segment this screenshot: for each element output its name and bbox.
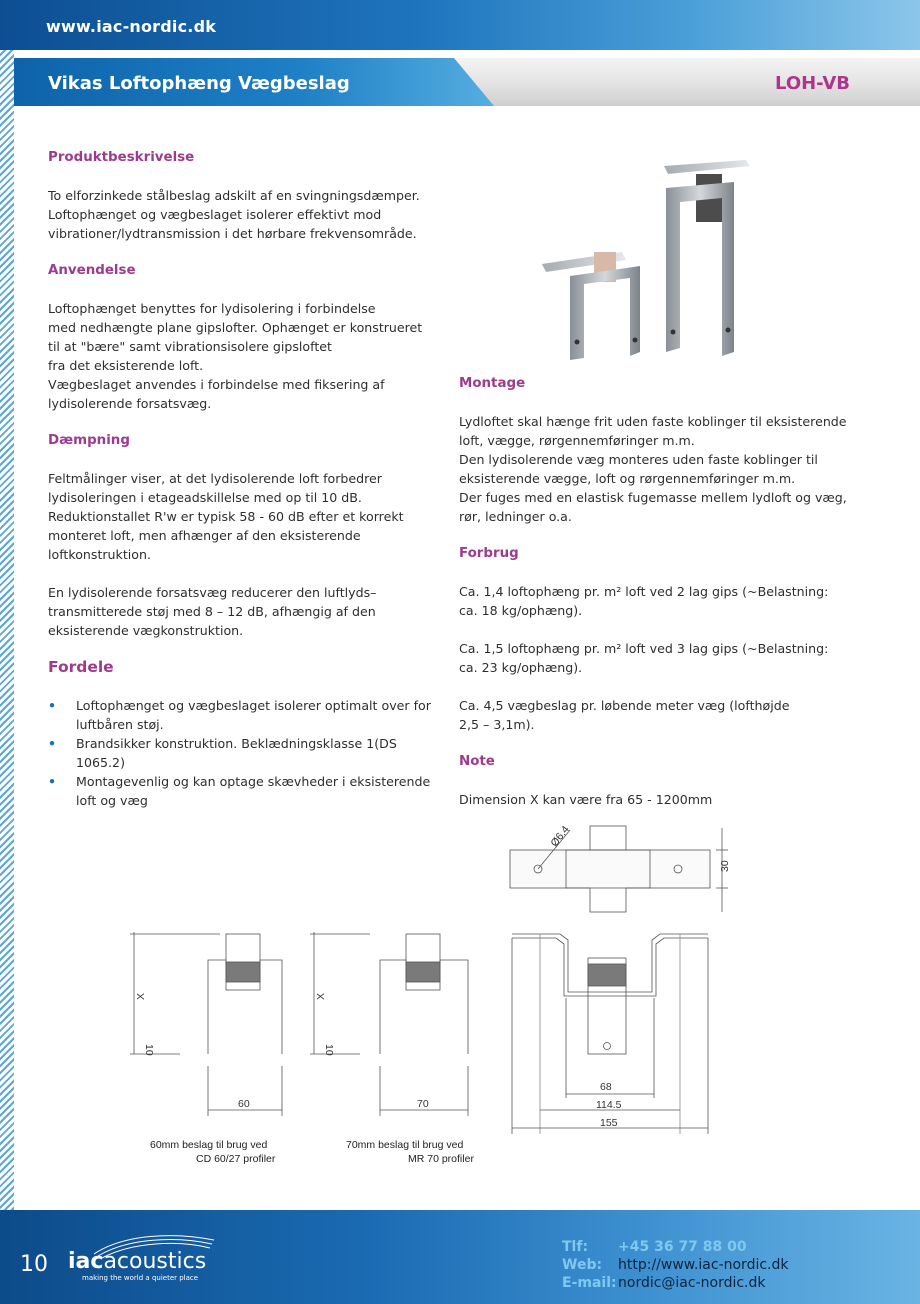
- daempning-line-6: En lydisolerende forsatsvæg reducerer den luftlyds–: [48, 585, 377, 600]
- produkt-line-2: Loftophænget og vægbeslaget isolerer effektivt mod: [48, 207, 382, 222]
- caption-60-line-1: 60mm beslag til brug ved: [150, 1139, 268, 1151]
- heading-daempning: Dæmpning: [48, 433, 130, 448]
- forbrug-line-3: Ca. 1,5 loftophæng pr. m² loft ved 3 lag gips (~Belastning:: [459, 641, 829, 656]
- montage-line-1: Lydloftet skal hænge frit uden faste koblinger til eksisterende: [459, 414, 847, 429]
- phone-number[interactable]: +45 36 77 88 00: [618, 1239, 747, 1255]
- contact-block: [562, 1238, 789, 1292]
- width-68-label: 68: [600, 1081, 612, 1093]
- left-stripe-decoration: [0, 0, 14, 1210]
- anvendelse-line-3: til at "bære" samt vibrationsisolere gipsloftet: [48, 339, 332, 354]
- daempning-line-5: loftkonstruktion.: [48, 547, 151, 562]
- montage-line-3: Den lydisolerende væg monteres uden faste koblinger til: [459, 452, 818, 467]
- fordele-list: [48, 696, 440, 810]
- forbrug-line-4: ca. 23 kg/ophæng).: [459, 660, 583, 675]
- forbrug-line-6: 2,5 – 3,1m).: [459, 717, 535, 732]
- note-text: Dimension X kan være fra 65 - 1200mm: [459, 792, 713, 807]
- daempning-line-7: transmitterede støj med 8 – 12 dB, afhængig af den: [48, 604, 376, 619]
- website-url: www.iac-nordic.dk: [46, 17, 217, 36]
- heading-produktbeskrivelse: Produktbeskrivelse: [48, 150, 195, 165]
- bullet-icon: •: [48, 698, 57, 713]
- montage-line-6: rør, ledninger o.a.: [459, 509, 572, 524]
- heading-forbrug: Forbrug: [459, 546, 519, 561]
- width-60-label: 60: [238, 1098, 250, 1110]
- montage-line-5: Der fuges med en elastisk fugemasse mellem lydloft og væg,: [459, 490, 847, 505]
- width-114-label: 114.5: [596, 1099, 622, 1111]
- bullet-icon: •: [48, 774, 57, 789]
- heading-note: Note: [459, 754, 495, 769]
- web-label: Web:: [562, 1257, 603, 1273]
- heading-fordele: Fordele: [48, 658, 114, 676]
- daempning-line-3: Reduktionstallet R'w er typisk 58 - 60 dB efter et korrekt: [48, 509, 404, 524]
- height-30-label: 30: [719, 860, 731, 872]
- forbrug-line-1: Ca. 1,4 loftophæng pr. m² loft ved 2 lag gips (~Belastning:: [459, 584, 829, 599]
- ten-label-60: 10: [143, 1044, 155, 1056]
- width-70-label: 70: [417, 1098, 429, 1110]
- product-photo: [536, 152, 752, 370]
- bracket-70-drawing: [310, 932, 474, 1165]
- left-column: [48, 148, 440, 810]
- heading-anvendelse: Anvendelse: [48, 263, 136, 278]
- caption-70-line-2: MR 70 profiler: [408, 1153, 474, 1165]
- montage-line-2: loft, vægge, rørgennemføringer m.m.: [459, 433, 695, 448]
- bullet-icon: •: [48, 736, 57, 751]
- right-column: [459, 374, 859, 809]
- heading-montage: Montage: [459, 376, 526, 391]
- caption-70-line-1: 70mm beslag til brug ved: [346, 1139, 464, 1151]
- forbrug-line-5: Ca. 4,5 vægbeslag pr. løbende meter væg (lofthøjde: [459, 698, 790, 713]
- web-link[interactable]: http://www.iac-nordic.dk: [618, 1257, 789, 1273]
- tlf-label: Tlf:: [562, 1239, 589, 1255]
- daempning-line-2: lydisoleringen i etageadskillelse med op til 10 dB.: [48, 490, 362, 505]
- anvendelse-line-6: lydisolerende forsatsvæg.: [48, 396, 212, 411]
- list-item: • Montagevenlig og kan optage skævheder i eksisterende loft og væg: [48, 774, 431, 808]
- bracket-60-drawing: [130, 932, 282, 1165]
- svg-text:X: X: [315, 992, 327, 1000]
- list-item: • Brandsikker konstruktion. Beklædningsklasse 1(DS 1065.2): [48, 736, 397, 770]
- width-155-label: 155: [600, 1117, 618, 1129]
- daempning-line-8: eksisterende vægkonstruktion.: [48, 623, 244, 638]
- forbrug-line-2: ca. 18 kg/ophæng).: [459, 603, 583, 618]
- logo-text: iacacoustics: [68, 1249, 207, 1274]
- anvendelse-line-1: Loftophænget benyttes for lydisolering i forbindelse: [48, 301, 376, 316]
- email-link[interactable]: nordic@iac-nordic.dk: [618, 1275, 766, 1291]
- page-number: 10: [20, 1252, 48, 1277]
- montage-line-4: eksisterende vægge, loft og rørgennemføringer m.m.: [459, 471, 796, 486]
- caption-60-line-2: CD 60/27 profiler: [196, 1153, 276, 1165]
- document-title: Vikas Loftophæng Vægbeslag: [48, 73, 350, 94]
- anvendelse-line-4: fra det eksisterende loft.: [48, 358, 204, 373]
- product-code: LOH-VB: [774, 73, 850, 94]
- logo-tagline: making the world a quieter place: [82, 1274, 199, 1282]
- hole-diameter-label: Ø6.4: [548, 823, 572, 850]
- produkt-line-1: To elforzinkede stålbeslag adskilt af en svingningsdæmper.: [48, 188, 420, 203]
- email-label: E-mail:: [562, 1275, 617, 1291]
- produkt-line-3: vibrationer/lydtransmission i det hørbare frekvensområde.: [48, 226, 417, 241]
- anvendelse-line-5: Vægbeslaget anvendes i forbindelse med fiksering af: [48, 377, 385, 392]
- list-item: • Loftophænget og vægbeslaget isolerer optimalt over for luftbåren støj.: [48, 698, 431, 732]
- x-dimension-label: X: [135, 992, 147, 1000]
- anvendelse-line-2: med nedhængte plane gipslofter. Ophænget er konstrueret: [48, 320, 423, 335]
- daempning-line-4: monteret loft, men afhænger af den eksisterende: [48, 528, 361, 543]
- technical-drawings: [120, 816, 740, 1176]
- wall-bracket-drawing: [512, 934, 708, 1134]
- ten-label-70: 10: [323, 1044, 335, 1056]
- daempning-line-1: Feltmålinger viser, at det lydisolerende loft forbedrer: [48, 471, 382, 486]
- top-view-drawing: [510, 824, 731, 912]
